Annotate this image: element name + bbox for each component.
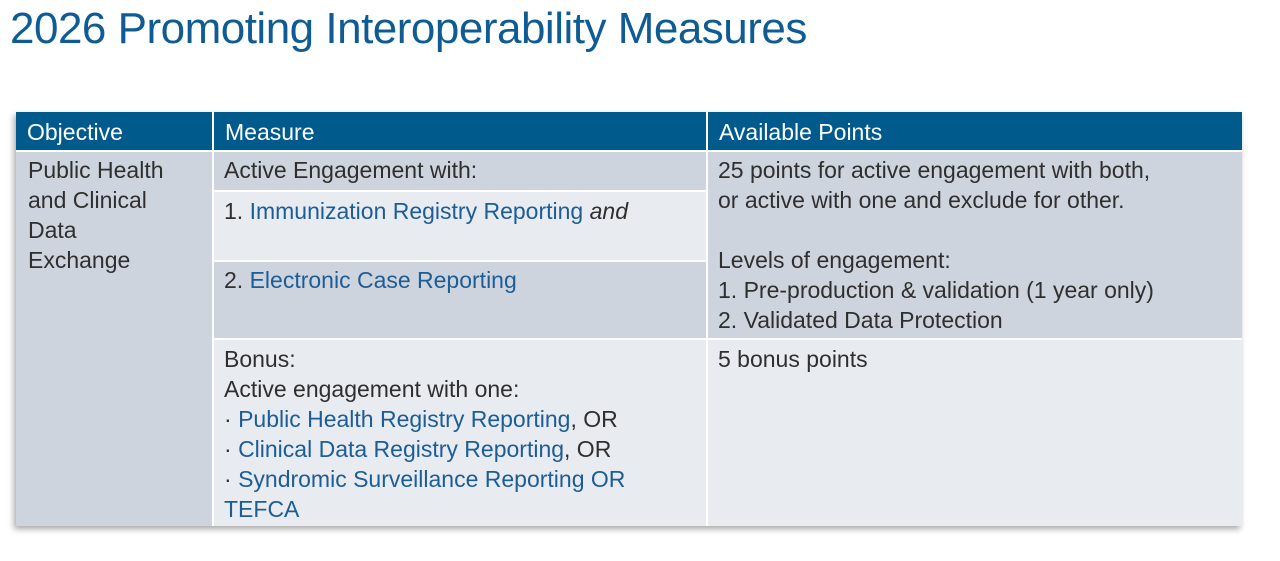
measure-item-2-cell (214, 262, 706, 338)
measure-intro-cell (214, 152, 706, 190)
bonus-points-cell (708, 340, 1242, 526)
bonus-measure-cell (214, 340, 706, 526)
item-number: 1. (224, 198, 250, 224)
public-health-registry-link[interactable]: Public Health Registry Reporting (238, 406, 571, 432)
points-cell (708, 152, 1242, 338)
measure-item-1 (224, 196, 696, 226)
objective-cell (16, 152, 212, 526)
electronic-case-reporting-link[interactable]: Electronic Case Reporting (249, 267, 517, 293)
bullet-icon: · (224, 406, 232, 432)
bonus-item-2 (224, 434, 696, 464)
clinical-data-registry-link[interactable]: Clinical Data Registry Reporting (238, 436, 565, 462)
header-objective: Objective (16, 112, 212, 150)
bullet-icon: · (224, 466, 232, 492)
objective-line: Exchange (28, 247, 131, 273)
tefca-link[interactable]: TEFCA (224, 496, 300, 522)
or-suffix: , OR (564, 436, 612, 462)
header-available-points: Available Points (708, 112, 1242, 150)
bonus-item-3 (224, 464, 696, 494)
immunization-registry-link[interactable]: Immunization Registry Reporting (249, 198, 584, 224)
measure-item-1-cell (214, 192, 706, 260)
measure-intro: Active Engagement with: (224, 157, 478, 183)
syndromic-surveillance-link[interactable]: Syndromic Surveillance Reporting OR (238, 466, 626, 492)
bonus-item-1 (224, 404, 696, 434)
item-number: 2. (224, 267, 250, 293)
objective-line: Public Health (28, 157, 164, 183)
points-line: or active with one and exclude for other. (718, 187, 1125, 213)
header-measure: Measure (214, 112, 706, 150)
levels-title: Levels of engagement: (718, 247, 951, 273)
objective-line: Data (28, 217, 77, 243)
measure-item-2 (224, 265, 696, 295)
and-conjunction: and (589, 198, 628, 224)
level-item: 2. Validated Data Protection (718, 307, 1003, 333)
bullet-icon: · (224, 436, 232, 462)
points-line: 25 points for active engagement with both, (718, 157, 1151, 183)
bonus-title: Bonus: (224, 346, 296, 372)
measures-table (16, 112, 1242, 526)
bonus-points: 5 bonus points (718, 346, 868, 372)
objective-line: and Clinical (28, 187, 147, 213)
page-title: 2026 Promoting Interoperability Measures (10, 4, 807, 53)
bonus-intro: Active engagement with one: (224, 376, 520, 402)
level-item: 1. Pre-production & validation (1 year only) (718, 277, 1154, 303)
or-suffix: , OR (570, 406, 618, 432)
